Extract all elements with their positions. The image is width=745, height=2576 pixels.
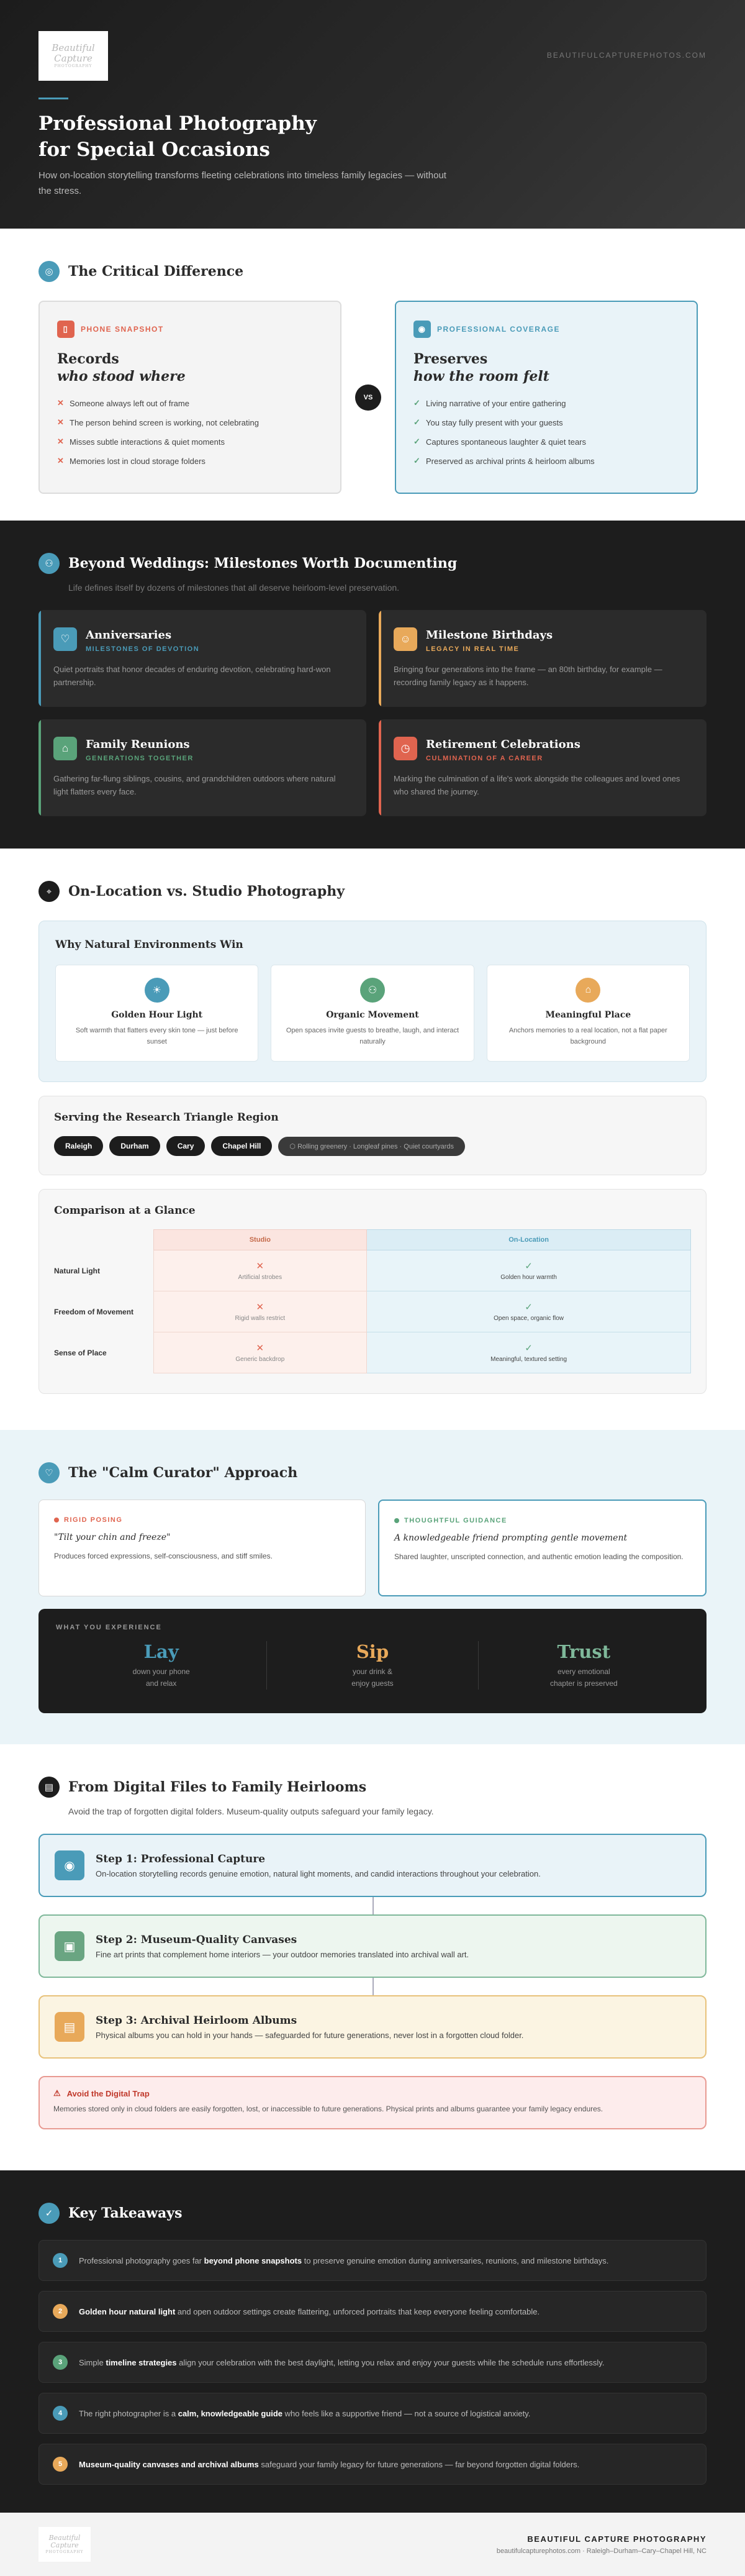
experience-label: WHAT YOU EXPERIENCE — [56, 1624, 162, 1631]
list-item: ✕ The person behind screen is working, not celebrating — [57, 417, 259, 427]
step-description: On-location storytelling records genuine emotion, natural light moments, and candid interactions throughout your celebration. — [96, 1868, 541, 1878]
environment-name: Golden Hour Light — [111, 1010, 203, 1020]
phone-icon: ▯ — [57, 321, 74, 338]
card-heading: Records who stood where — [57, 351, 186, 385]
milestone-icon: ☺ — [394, 627, 417, 651]
critical-difference-section — [0, 229, 745, 521]
environment-name: Meaningful Place — [545, 1010, 631, 1020]
environment-description: Soft warmth that flatters every skin tone — just before sunset — [75, 1027, 238, 1045]
takeaway-item — [38, 2240, 707, 2281]
list-item: ✓ Preserved as archival prints & heirloom albums — [413, 456, 595, 466]
studio-cell: ✕ Rigid walls restrict — [153, 1291, 367, 1332]
tree-icon: ⬡ — [289, 1142, 298, 1150]
list-item: ✕ Someone always left out of frame — [57, 398, 189, 408]
rigid-posing-card: RIGID POSING "Tilt your chin and freeze" Produces forced expressions, self-consciousness, and stiff smiles. — [38, 1500, 366, 1596]
region-pill[interactable]: Chapel Hill — [211, 1136, 272, 1156]
heirloom-section — [0, 1744, 745, 2170]
table-row — [54, 1250, 691, 1291]
section-subtitle: Life defines itself by dozens of milestones that all deserve heirloom-level preservation. — [68, 583, 400, 593]
heart-icon: ♡ — [38, 1462, 60, 1483]
card-tag: PHONE SNAPSHOT — [81, 325, 164, 334]
x-icon: ✕ — [256, 1261, 264, 1272]
region-panel — [38, 1096, 707, 1175]
milestone-description: Bringing four generations into the frame — an 80th birthday, for example — recording family legacy as it happens. — [394, 665, 662, 687]
accent-bar — [38, 719, 41, 816]
takeaway-text: Museum-quality canvases and archival albums safeguard your family legacy for future generations — far beyond forgotten digital folders. — [79, 2459, 580, 2469]
takeaway-number: 1 — [53, 2253, 68, 2268]
region-note-pill: ⬡ Rolling greenery · Longleaf pines · Quiet courtyards — [278, 1137, 465, 1156]
environment-name: Organic Movement — [326, 1010, 419, 1020]
takeaway-text: Simple timeline strategies align your celebration with the best daylight, letting you relax and enjoy your guests while the schedule runs effortlessly. — [79, 2357, 605, 2367]
experience-word: Sip — [356, 1641, 389, 1662]
region-pill[interactable]: Durham — [109, 1136, 160, 1156]
x-icon: ✕ — [256, 1343, 264, 1354]
environment-icon: ⌂ — [576, 978, 600, 1003]
x-icon: ✕ — [57, 437, 64, 446]
natural-environments-panel — [38, 921, 707, 1082]
comparison-panel — [38, 1189, 707, 1394]
takeaway-text: Professional photography goes far beyond phone snapshots to preserve genuine emotion during anniversaries, reunions, and milestone birthdays. — [79, 2255, 609, 2265]
x-icon: ✕ — [57, 417, 64, 427]
on-location-cell: ✓ Golden hour warmth — [367, 1250, 691, 1291]
takeaway-item — [38, 2393, 707, 2434]
milestone-icon: ◷ — [394, 737, 417, 760]
check-icon: ✓ — [413, 437, 420, 446]
experience-description: every emotional chapter is preserved — [549, 1667, 618, 1688]
comparison-table — [54, 1229, 691, 1373]
check-circle-icon: ✓ — [38, 2203, 60, 2224]
location-section — [0, 849, 745, 1430]
row-label: Freedom of Movement — [54, 1307, 134, 1316]
environment-description: Anchors memories to a real location, not a flat paper background — [508, 1027, 667, 1045]
people-icon: ⚇ — [38, 553, 60, 574]
milestone-subtitle: GENERATIONS TOGETHER — [86, 755, 194, 762]
vs-badge: VS — [355, 385, 381, 411]
milestone-icon: ⌂ — [53, 737, 77, 760]
step-name: Step 3: Archival Heirloom Albums — [96, 2014, 297, 2027]
step-description: Physical albums you can hold in your hands — safeguarded for future generations, never lost in a forgotten cloud folder. — [96, 2030, 524, 2040]
card-description: Shared laughter, unscripted connection, and authentic emotion leading the composition. — [394, 1552, 684, 1561]
card-quote: A knowledgeable friend prompting gentle movement — [394, 1533, 628, 1543]
list-item: ✕ Misses subtle interactions & quiet moments — [57, 437, 225, 447]
section-title: The Critical Difference — [68, 263, 244, 280]
accent-divider — [38, 98, 68, 99]
milestone-description: Gathering far-flung siblings, cousins, and grandchildren outdoors where natural light flatters every face. — [53, 774, 336, 796]
column-header-studio: Studio — [153, 1230, 367, 1250]
card-description: Produces forced expressions, self-consciousness, and stiff smiles. — [54, 1552, 273, 1560]
logo-subtext: PHOTOGRAPHY — [54, 64, 93, 69]
card-tag: PROFESSIONAL COVERAGE — [437, 325, 560, 334]
brand-logo[interactable] — [38, 31, 108, 81]
status-dot — [394, 1518, 399, 1523]
takeaway-text: Golden hour natural light and open outdoor settings create flattering, unforced portraits that keep everyone feeling comfortable. — [79, 2306, 540, 2316]
digital-trap-warning: ⚠ Avoid the Digital Trap Memories stored only in cloud folders are easily forgotten, lost, or inaccessible to future generations. Physical prints and albums guarantee your family legacy endures. — [38, 2076, 707, 2129]
check-icon: ✓ — [525, 1343, 533, 1354]
professional-coverage-card — [395, 301, 698, 494]
list-item: ✓ Living narrative of your entire gathering — [413, 398, 566, 408]
on-location-cell: ✓ Meaningful, textured setting — [367, 1332, 691, 1373]
process-step — [38, 1914, 707, 1978]
process-step — [38, 1995, 707, 2059]
environment-icon: ⚇ — [360, 978, 385, 1003]
experience-item — [479, 1641, 689, 1690]
footer-logo[interactable]: Beautiful Capture PHOTOGRAPHY — [38, 2527, 91, 2562]
warning-description: Memories stored only in cloud folders are easily forgotten, lost, or inaccessible to future generations. Physical prints and albums guarantee your family legacy endures. — [53, 2105, 603, 2113]
takeaway-item — [38, 2342, 707, 2383]
milestone-card — [379, 719, 707, 816]
row-label: Natural Light — [54, 1266, 100, 1275]
milestone-description: Marking the culmination of a life's work alongside the colleagues and loved ones who shared the journey. — [394, 774, 680, 796]
on-location-cell: ✓ Open space, organic flow — [367, 1291, 691, 1332]
panel-title: Serving the Research Triangle Region — [54, 1111, 279, 1124]
panel-title: Comparison at a Glance — [54, 1204, 196, 1217]
step-connector — [372, 1978, 374, 1995]
x-icon: ✕ — [57, 456, 64, 465]
logo-text: Beautiful Capture — [52, 42, 95, 64]
section-subtitle: Avoid the trap of forgotten digital folders. Museum-quality outputs safeguard your family legacy. — [68, 1806, 434, 1816]
phone-drawbacks-list — [57, 394, 323, 471]
section-title: Beyond Weddings: Milestones Worth Documenting — [68, 555, 458, 571]
milestone-name: Anniversaries — [86, 629, 172, 642]
takeaway-number: 2 — [53, 2304, 68, 2319]
page-title: Professional Photography for Special Occasions — [38, 112, 317, 161]
environment-card — [487, 965, 690, 1062]
milestone-subtitle: LEGACY IN REAL TIME — [426, 645, 520, 653]
milestone-description: Quiet portraits that honor decades of enduring devotion, celebrating hard-won partnership. — [53, 665, 331, 687]
experience-item — [267, 1641, 478, 1690]
section-title: On-Location vs. Studio Photography — [68, 883, 345, 899]
region-pill[interactable]: Cary — [166, 1136, 205, 1156]
list-item: ✕ Memories lost in cloud storage folders — [57, 456, 205, 466]
experience-box — [38, 1609, 707, 1713]
section-title: The "Calm Curator" Approach — [68, 1465, 298, 1481]
accent-bar — [379, 719, 381, 816]
experience-description: down your phone and relax — [132, 1667, 190, 1688]
camera-icon: ◉ — [413, 321, 431, 338]
page-subtitle: How on-location storytelling transforms fleeting celebrations into timeless family legacies — without the stress. — [38, 170, 446, 196]
environment-card — [271, 965, 474, 1062]
step-description: Fine art prints that complement home interiors — your outdoor memories translated into archival wall art. — [96, 1949, 469, 1959]
step-name: Step 2: Museum-Quality Canvases — [96, 1933, 297, 1946]
takeaway-text: The right photographer is a calm, knowledgeable guide who feels like a supportive friend — not a source of logistical anxiety. — [79, 2408, 531, 2418]
section-title: From Digital Files to Family Heirlooms — [68, 1779, 367, 1795]
takeaways-section — [0, 2170, 745, 2513]
check-icon: ✓ — [413, 456, 420, 465]
environment-description: Open spaces invite guests to breathe, laugh, and interact naturally — [286, 1027, 459, 1045]
book-icon: ▤ — [38, 1777, 60, 1798]
step-icon: ▣ — [55, 1931, 84, 1961]
card-heading: Preserves how the room felt — [413, 351, 549, 385]
list-item: ✓ You stay fully present with your guests — [413, 417, 563, 427]
accent-bar — [379, 610, 381, 707]
card-quote: "Tilt your chin and freeze" — [54, 1532, 171, 1542]
pro-benefits-list — [413, 394, 679, 471]
row-label: Sense of Place — [54, 1348, 107, 1357]
process-step — [38, 1834, 707, 1897]
check-icon: ✓ — [525, 1302, 533, 1313]
milestone-card — [38, 719, 366, 816]
experience-word: Trust — [557, 1641, 611, 1662]
x-icon: ✕ — [57, 398, 64, 407]
table-row — [54, 1291, 691, 1332]
step-name: Step 1: Professional Capture — [96, 1852, 266, 1865]
section-title: Key Takeaways — [68, 2205, 183, 2221]
milestones-section — [0, 521, 745, 849]
experience-description: your drink & enjoy guests — [351, 1667, 394, 1688]
step-connector — [372, 1897, 374, 1914]
site-url[interactable]: BEAUTIFULCAPTUREPHOTOS.COM — [546, 51, 707, 60]
step-icon: ◉ — [55, 1850, 84, 1880]
panel-title: Why Natural Environments Win — [55, 939, 243, 951]
takeaway-item — [38, 2444, 707, 2485]
experience-item — [56, 1641, 267, 1690]
check-icon: ✓ — [525, 1261, 533, 1272]
column-header-on-location: On-Location — [367, 1230, 691, 1250]
takeaway-item — [38, 2291, 707, 2332]
x-icon: ✕ — [256, 1302, 264, 1313]
milestone-name: Milestone Birthdays — [426, 629, 553, 642]
milestone-name: Family Reunions — [86, 738, 190, 751]
check-icon: ✓ — [413, 417, 420, 427]
footer-meta[interactable]: beautifulcapturephotos.com · Raleigh–Durham–Cary–Chapel Hill, NC — [496, 2547, 707, 2555]
experience-word: Lay — [143, 1641, 179, 1662]
list-item: ✓ Captures spontaneous laughter & quiet tears — [413, 437, 587, 447]
footer-brand: BEAUTIFUL CAPTURE PHOTOGRAPHY — [527, 2534, 707, 2544]
region-pill[interactable]: Raleigh — [54, 1136, 103, 1156]
warning-icon: ⚠ — [53, 2088, 61, 2098]
hero-header — [0, 0, 745, 229]
milestone-icon: ♡ — [53, 627, 77, 651]
studio-cell: ✕ Generic backdrop — [153, 1332, 367, 1373]
milestone-subtitle: CULMINATION OF A CAREER — [426, 755, 543, 762]
takeaway-number: 3 — [53, 2355, 68, 2370]
status-dot — [54, 1518, 59, 1522]
takeaway-number: 4 — [53, 2406, 68, 2421]
environment-card — [55, 965, 258, 1062]
target-icon: ◎ — [38, 261, 60, 282]
check-icon: ✓ — [413, 398, 420, 407]
environment-icon: ☀ — [145, 978, 169, 1003]
milestone-card — [379, 610, 707, 707]
step-icon: ▤ — [55, 2012, 84, 2042]
milestone-name: Retirement Celebrations — [426, 738, 580, 751]
location-pin-icon: ⌖ — [38, 881, 60, 902]
phone-snapshot-card — [38, 301, 341, 494]
thoughtful-guidance-card: THOUGHTFUL GUIDANCE A knowledgeable friend prompting gentle movement Shared laughter, unscripted connection, and authentic emotion leading the composition. — [378, 1500, 707, 1596]
page-footer — [0, 2513, 745, 2576]
milestone-subtitle: MILESTONES OF DEVOTION — [86, 645, 200, 653]
milestone-card — [38, 610, 366, 707]
studio-cell: ✕ Artificial strobes — [153, 1250, 367, 1291]
table-row — [54, 1332, 691, 1373]
accent-bar — [38, 610, 41, 707]
takeaway-number: 5 — [53, 2457, 68, 2472]
calm-curator-section — [0, 1430, 745, 1744]
